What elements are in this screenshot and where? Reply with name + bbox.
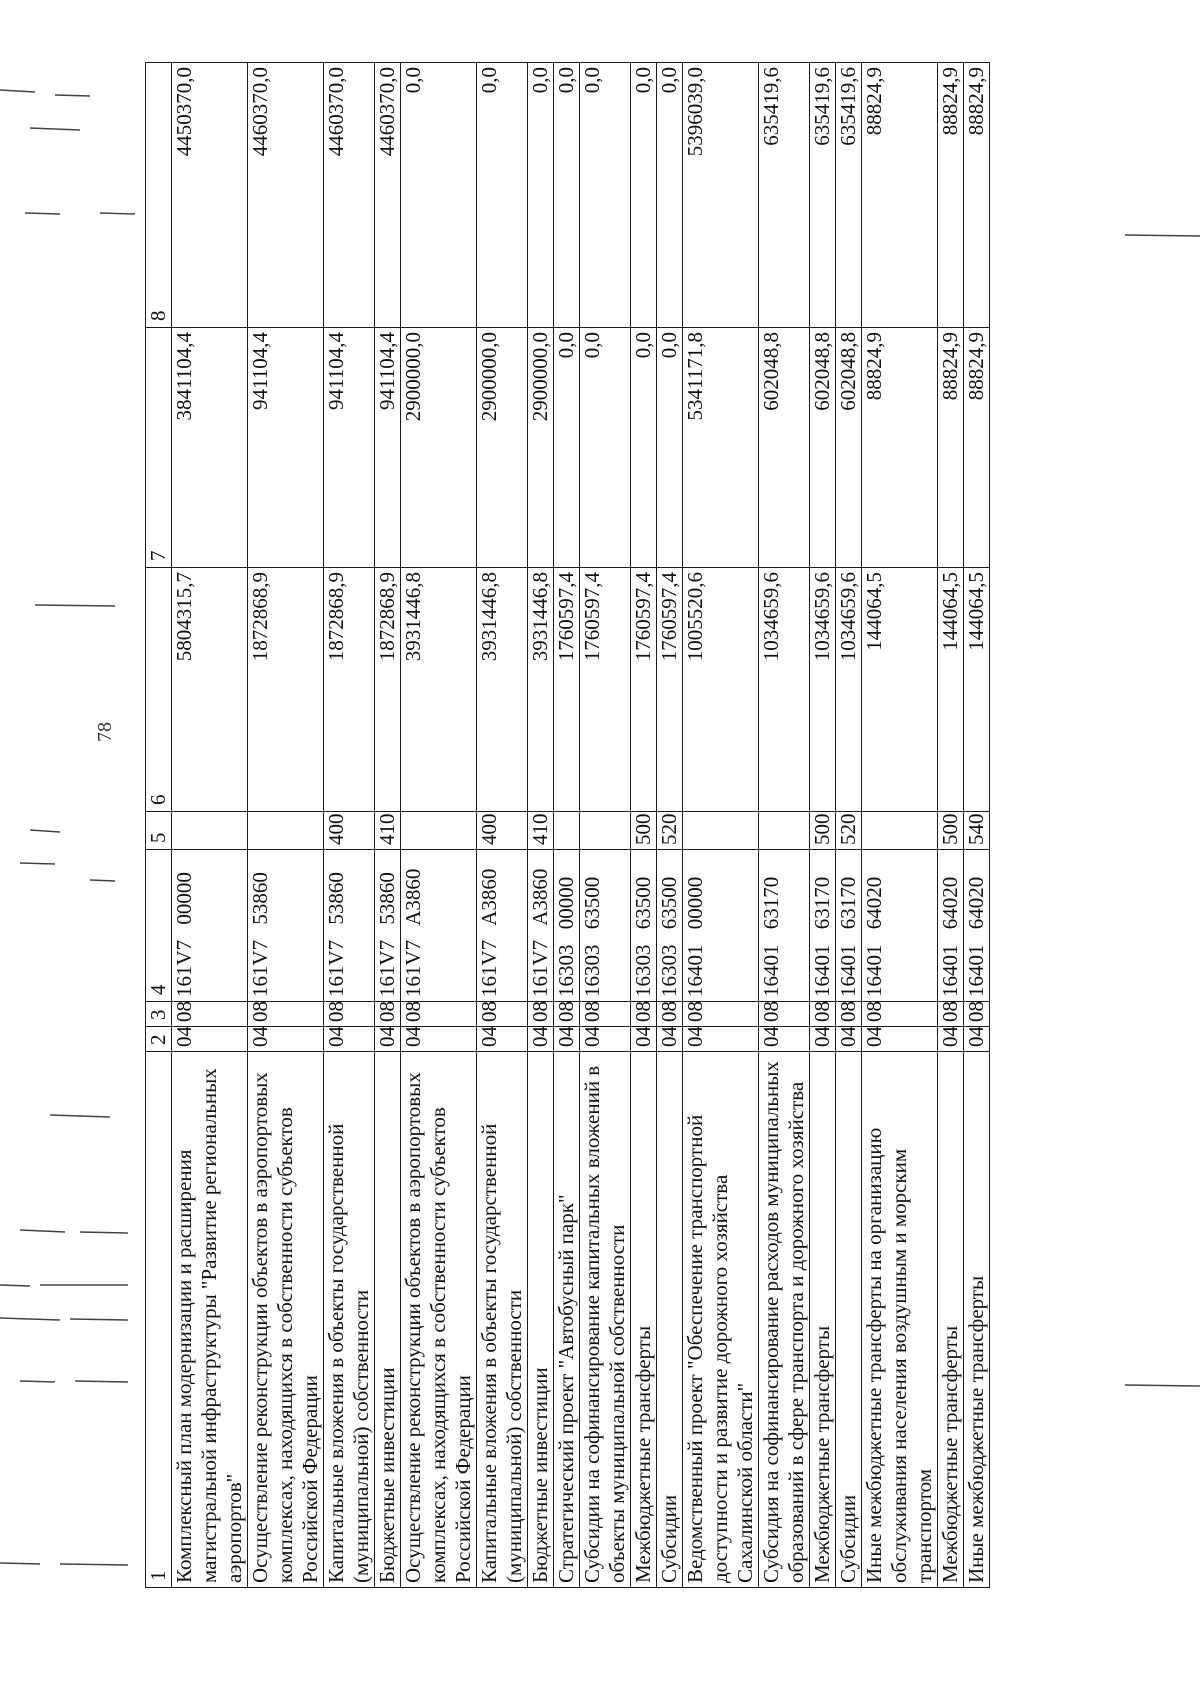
target-article-code: 16303 00000 (554, 850, 580, 1002)
amount-col-7: 0,0 (657, 328, 683, 568)
column-number: 3 (146, 1002, 172, 1027)
table-row (759, 63, 810, 1588)
amount-col-8: 0,0 (554, 63, 580, 328)
row-name: Субсидия на софинансирование расходов муниципальных образований в сфере транспорта и дорожного хозяйства (759, 1052, 810, 1588)
target-article-code: 16401 64020 (938, 850, 964, 1002)
amount-col-8: 635419,6 (836, 63, 862, 328)
amount-col-7: 2900000,0 (477, 328, 528, 568)
amount-col-7: 0,0 (631, 328, 657, 568)
amount-col-6: 3931446,8 (528, 568, 554, 812)
subsection-code: 08 (580, 1002, 631, 1027)
amount-col-6: 5804315,7 (172, 568, 248, 812)
amount-col-8: 0,0 (631, 63, 657, 328)
amount-col-8: 0,0 (528, 63, 554, 328)
target-article-code: 16401 63170 (810, 850, 836, 1002)
section-code: 04 (401, 1027, 477, 1052)
amount-col-6: 1760597,4 (657, 568, 683, 812)
amount-col-7: 941104,4 (324, 328, 375, 568)
table-row (810, 63, 836, 1588)
expense-type-code: 400 (477, 812, 528, 850)
subsection-code: 08 (657, 1002, 683, 1027)
row-name: Бюджетные инвестиции (375, 1052, 401, 1588)
section-code: 04 (324, 1027, 375, 1052)
subsection-code: 08 (938, 1002, 964, 1027)
expense-type-code (401, 812, 477, 850)
expense-type-code: 520 (836, 812, 862, 850)
section-code: 04 (810, 1027, 836, 1052)
expense-type-code (580, 812, 631, 850)
target-article-code: 16401 63170 (836, 850, 862, 1002)
amount-col-6: 1872868,9 (324, 568, 375, 812)
row-name: Иные межбюджетные трансферты (964, 1052, 990, 1588)
section-code: 04 (172, 1027, 248, 1052)
table-row (401, 63, 477, 1588)
expense-type-code: 400 (324, 812, 375, 850)
subsection-code: 08 (836, 1002, 862, 1027)
amount-col-6: 144064,5 (862, 568, 938, 812)
row-name: Осуществление реконструкции объектов в аэропортовых комплексах, находящихся в собственности субъектов Российской Федерации (248, 1052, 324, 1588)
amount-col-6: 1872868,9 (375, 568, 401, 812)
amount-col-6: 144064,5 (938, 568, 964, 812)
section-code: 04 (580, 1027, 631, 1052)
amount-col-8: 0,0 (477, 63, 528, 328)
expense-type-code: 540 (964, 812, 990, 850)
row-name: Субсидии (657, 1052, 683, 1588)
amount-col-8: 635419,6 (759, 63, 810, 328)
amount-col-7: 941104,4 (375, 328, 401, 568)
section-code: 04 (528, 1027, 554, 1052)
target-article-code: 161V7 53860 (324, 850, 375, 1002)
header-row (146, 63, 172, 1588)
amount-col-7: 0,0 (580, 328, 631, 568)
subsection-code: 08 (554, 1002, 580, 1027)
amount-col-6: 1760597,4 (554, 568, 580, 812)
section-code: 04 (759, 1027, 810, 1052)
table-row (528, 63, 554, 1588)
table-row (580, 63, 631, 1588)
column-number: 5 (146, 812, 172, 850)
subsection-code: 08 (172, 1002, 248, 1027)
column-number: 6 (146, 568, 172, 812)
row-name: Бюджетные инвестиции (528, 1052, 554, 1588)
target-article-code: 161V7 A3860 (401, 850, 477, 1002)
amount-col-7: 941104,4 (248, 328, 324, 568)
amount-col-8: 4460370,0 (248, 63, 324, 328)
table-row (964, 63, 990, 1588)
subsection-code: 08 (862, 1002, 938, 1027)
table-row (836, 63, 862, 1588)
table-row (683, 63, 759, 1588)
amount-col-7: 88824,9 (964, 328, 990, 568)
expense-type-code: 410 (375, 812, 401, 850)
target-article-code: 161V7 53860 (248, 850, 324, 1002)
subsection-code: 08 (248, 1002, 324, 1027)
budget-table (145, 62, 990, 1588)
table-row (862, 63, 938, 1588)
amount-col-6: 1760597,4 (580, 568, 631, 812)
amount-col-6: 3931446,8 (477, 568, 528, 812)
section-code: 04 (657, 1027, 683, 1052)
expense-type-code (862, 812, 938, 850)
page-number: 78 (94, 722, 116, 742)
section-code: 04 (964, 1027, 990, 1052)
target-article-code: 16401 63170 (759, 850, 810, 1002)
subsection-code: 08 (528, 1002, 554, 1027)
amount-col-8: 4460370,0 (324, 63, 375, 328)
subsection-code: 08 (631, 1002, 657, 1027)
amount-col-7: 88824,9 (862, 328, 938, 568)
amount-col-7: 602048,8 (810, 328, 836, 568)
expense-type-code: 410 (528, 812, 554, 850)
amount-col-8: 4460370,0 (375, 63, 401, 328)
row-name: Межбюджетные трансферты (938, 1052, 964, 1588)
amount-col-7: 602048,8 (836, 328, 862, 568)
row-name: Субсидии на софинансирование капитальных вложений в объекты муниципальной собственности (580, 1052, 631, 1588)
amount-col-6: 3931446,8 (401, 568, 477, 812)
table-body (172, 63, 990, 1588)
section-code: 04 (836, 1027, 862, 1052)
row-name: Ведомственный проект "Обеспечение транспортной доступности и развитие дорожного хозяйства Сахалинской области" (683, 1052, 759, 1588)
expense-type-code: 500 (631, 812, 657, 850)
expense-type-code (554, 812, 580, 850)
amount-col-7: 2900000,0 (528, 328, 554, 568)
section-code: 04 (248, 1027, 324, 1052)
expense-type-code (683, 812, 759, 850)
amount-col-8: 0,0 (657, 63, 683, 328)
column-number: 7 (146, 328, 172, 568)
amount-col-6: 1034659,6 (836, 568, 862, 812)
amount-col-6: 1760597,4 (631, 568, 657, 812)
amount-col-8: 4450370,0 (172, 63, 248, 328)
target-article-code: 16401 64020 (964, 850, 990, 1002)
section-code: 04 (477, 1027, 528, 1052)
subsection-code: 08 (759, 1002, 810, 1027)
table-row (554, 63, 580, 1588)
table-row (172, 63, 248, 1588)
amount-col-6: 1872868,9 (248, 568, 324, 812)
target-article-code: 16401 64020 (862, 850, 938, 1002)
row-name: Комплексный план модернизации и расширения магистральной инфраструктуры "Развитие региональных аэропортов" (172, 1052, 248, 1588)
amount-col-6: 1034659,6 (810, 568, 836, 812)
amount-col-7: 88824,9 (938, 328, 964, 568)
target-article-code: 16303 63500 (580, 850, 631, 1002)
target-article-code: 16303 63500 (657, 850, 683, 1002)
column-number: 4 (146, 850, 172, 1002)
expense-type-code: 500 (938, 812, 964, 850)
target-article-code: 161V7 A3860 (528, 850, 554, 1002)
column-number: 2 (146, 1027, 172, 1052)
section-code: 04 (631, 1027, 657, 1052)
expense-type-code: 520 (657, 812, 683, 850)
table-row (324, 63, 375, 1588)
target-article-code: 16401 00000 (683, 850, 759, 1002)
rotated-page (145, 63, 1065, 1588)
subsection-code: 08 (401, 1002, 477, 1027)
subsection-code: 08 (810, 1002, 836, 1027)
target-article-code: 161V7 53860 (375, 850, 401, 1002)
section-code: 04 (683, 1027, 759, 1052)
row-name: Субсидии (836, 1052, 862, 1588)
row-name: Капитальные вложения в объекты государственной (муниципальной) собственности (324, 1052, 375, 1588)
section-code: 04 (375, 1027, 401, 1052)
amount-col-7: 5341171,8 (683, 328, 759, 568)
amount-col-7: 2900000,0 (401, 328, 477, 568)
amount-col-7: 3841104,4 (172, 328, 248, 568)
amount-col-6: 144064,5 (964, 568, 990, 812)
row-name: Межбюджетные трансферты (631, 1052, 657, 1588)
row-name: Осуществление реконструкции объектов в аэропортовых комплексах, находящихся в собственности субъектов Российской Федерации (401, 1052, 477, 1588)
amount-col-8: 88824,9 (862, 63, 938, 328)
amount-col-8: 88824,9 (964, 63, 990, 328)
amount-col-7: 0,0 (554, 328, 580, 568)
row-name: Капитальные вложения в объекты государственной (муниципальной) собственности (477, 1052, 528, 1588)
column-number: 1 (146, 1052, 172, 1588)
table-row (631, 63, 657, 1588)
section-code: 04 (938, 1027, 964, 1052)
amount-col-6: 1005520,6 (683, 568, 759, 812)
subsection-code: 08 (324, 1002, 375, 1027)
amount-col-7: 602048,8 (759, 328, 810, 568)
subsection-code: 08 (683, 1002, 759, 1027)
section-code: 04 (554, 1027, 580, 1052)
target-article-code: 161V7 00000 (172, 850, 248, 1002)
section-code: 04 (862, 1027, 938, 1052)
target-article-code: 16303 63500 (631, 850, 657, 1002)
subsection-code: 08 (964, 1002, 990, 1027)
amount-col-8: 5396039,0 (683, 63, 759, 328)
subsection-code: 08 (477, 1002, 528, 1027)
expense-type-code: 500 (810, 812, 836, 850)
row-name: Иные межбюджетные трансферты на организацию обслуживания населения воздушным и морским транспортом (862, 1052, 938, 1588)
table-row (938, 63, 964, 1588)
table-row (657, 63, 683, 1588)
table-row (375, 63, 401, 1588)
table-row (248, 63, 324, 1588)
expense-type-code (759, 812, 810, 850)
subsection-code: 08 (375, 1002, 401, 1027)
column-number: 8 (146, 63, 172, 328)
amount-col-6: 1034659,6 (759, 568, 810, 812)
amount-col-8: 88824,9 (938, 63, 964, 328)
amount-col-8: 0,0 (401, 63, 477, 328)
table-row (477, 63, 528, 1588)
target-article-code: 161V7 A3860 (477, 850, 528, 1002)
expense-type-code (172, 812, 248, 850)
row-name: Межбюджетные трансферты (810, 1052, 836, 1588)
amount-col-8: 635419,6 (810, 63, 836, 328)
row-name: Стратегический проект "Автобусный парк" (554, 1052, 580, 1588)
expense-type-code (248, 812, 324, 850)
amount-col-8: 0,0 (580, 63, 631, 328)
